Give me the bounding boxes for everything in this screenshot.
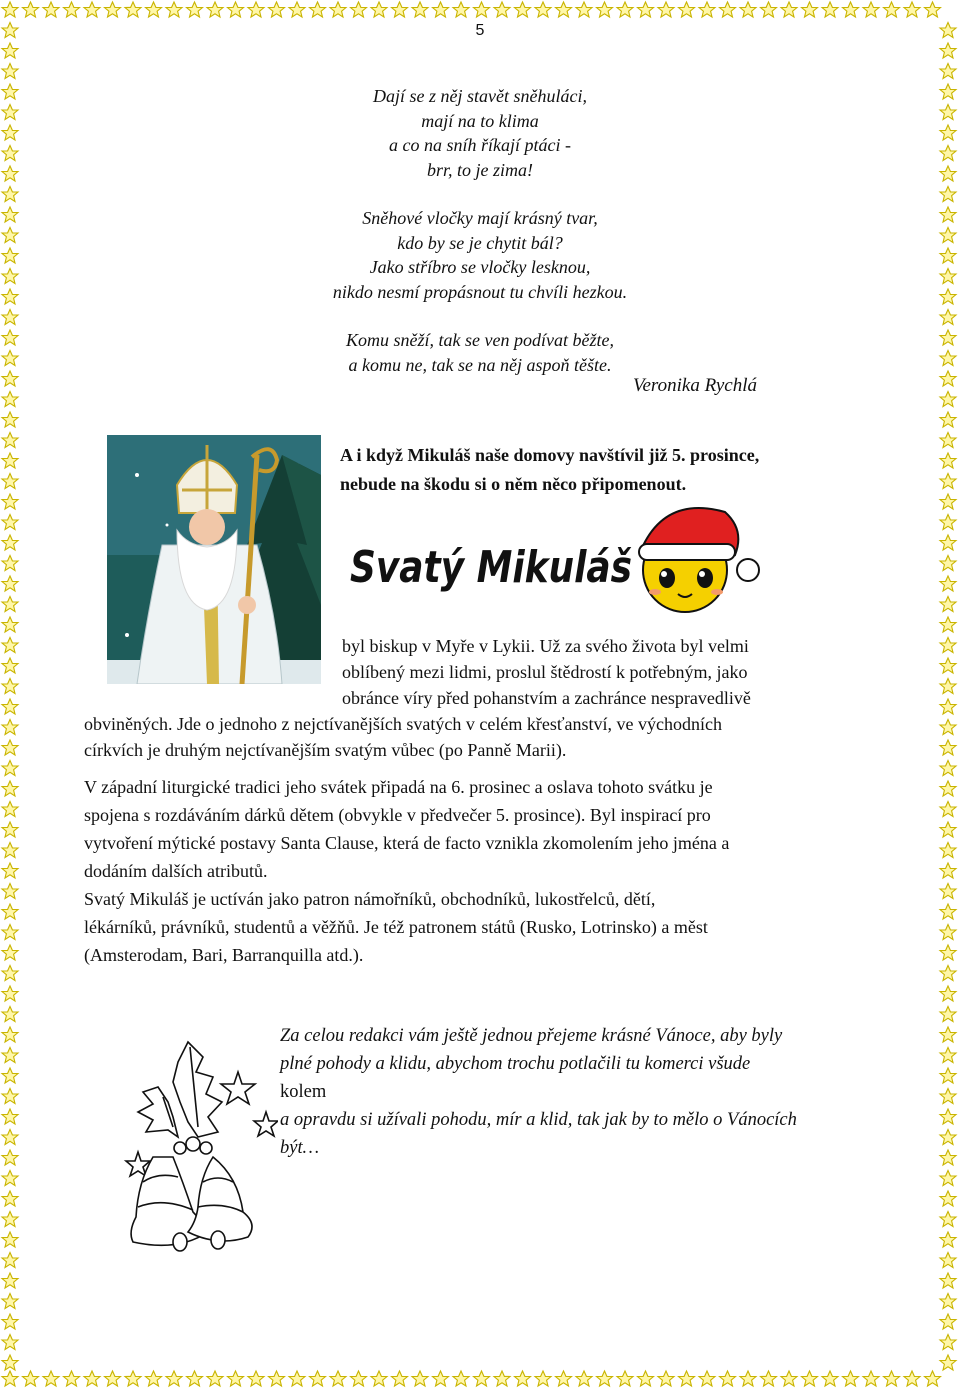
- greeting-line: být…: [280, 1138, 320, 1158]
- border-star-icon: [638, 2, 654, 17]
- article-line: vytvoření mýtické postavy Santa Clause, která de facto vznikla zkomolením jeho jména a: [84, 833, 730, 853]
- border-star-icon: [146, 1371, 162, 1386]
- article-line: byl biskup v Myře v Lykii. Už za svého života byl velmi: [342, 636, 749, 656]
- poem-line: Komu sněží, tak se ven podívat běžte,: [346, 330, 614, 350]
- border-star-icon: [433, 1371, 449, 1386]
- poem-line: a komu ne, tak se na něj aspoň těšte.: [348, 354, 612, 375]
- greeting-line: [280, 1050, 880, 1106]
- border-star-icon: [617, 2, 633, 17]
- border-star-icon: [2, 207, 18, 222]
- border-star-icon: [2, 248, 18, 263]
- border-star-icon: [2, 1294, 18, 1309]
- border-star-icon: [2, 1089, 18, 1104]
- border-star-icon: [2, 228, 18, 243]
- border-star-icon: [940, 43, 956, 58]
- border-star-icon: [2, 617, 18, 632]
- border-star-icon: [2, 1371, 18, 1386]
- border-star-icon: [515, 2, 531, 17]
- border-star-icon: [2, 1027, 18, 1042]
- border-star-icon: [105, 1371, 121, 1386]
- border-star-icon: [940, 576, 956, 591]
- border-star-icon: [761, 2, 777, 17]
- greeting-line: a opravdu si užívali pohodu, mír a klid, tak jak by to mělo o Vánocích: [280, 1110, 797, 1130]
- border-star-icon: [2, 1253, 18, 1268]
- border-star-icon: [904, 2, 920, 17]
- border-star-icon: [351, 2, 367, 17]
- border-star-icon: [940, 1294, 956, 1309]
- border-star-icon: [576, 2, 592, 17]
- article-line: Svatý Mikuláš je uctíván jako patron námořníků, obchodníků, lukostřelců, dětí,: [84, 889, 656, 909]
- border-star-icon: [125, 1371, 141, 1386]
- border-star-icon: [2, 1191, 18, 1206]
- border-star-icon: [2, 1068, 18, 1083]
- border-star-icon: [2, 1048, 18, 1063]
- border-star-icon: [330, 1371, 346, 1386]
- intro-line: A i když Mikuláš naše domovy navštívil již 5. prosince,: [340, 445, 760, 465]
- border-star-icon: [2, 679, 18, 694]
- border-star-icon: [2, 802, 18, 817]
- border-star-icon: [474, 2, 490, 17]
- border-star-icon: [2, 515, 18, 530]
- border-star-icon: [940, 945, 956, 960]
- border-star-icon: [940, 556, 956, 571]
- border-star-icon: [940, 638, 956, 653]
- border-star-icon: [940, 64, 956, 79]
- border-star-icon: [187, 2, 203, 17]
- border-star-icon: [679, 1371, 695, 1386]
- border-star-icon: [2, 1314, 18, 1329]
- poem-line: nikdo nesmí propásnout tu chvíli hezkou.: [332, 281, 628, 302]
- border-star-icon: [940, 1007, 956, 1022]
- border-star-icon: [392, 2, 408, 17]
- smiley-santa-icon: [639, 508, 759, 612]
- border-star-icon: [2, 494, 18, 509]
- border-star-icon: [940, 1171, 956, 1186]
- border-star-icon: [940, 166, 956, 181]
- article-line: církvích je druhým nejctívanějším svatým vůbec (po Panně Marii).: [84, 740, 567, 760]
- article-paragraph: [84, 773, 874, 885]
- border-star-icon: [940, 781, 956, 796]
- border-star-icon: [658, 1371, 674, 1386]
- border-star-icon: [940, 1212, 956, 1227]
- border-star-icon: [940, 1355, 956, 1370]
- border-star-icon: [2, 658, 18, 673]
- border-star-icon: [940, 392, 956, 407]
- border-star-icon: [2, 2, 18, 17]
- border-star-icon: [597, 2, 613, 17]
- border-star-icon: [2, 1355, 18, 1370]
- border-star-icon: [248, 2, 264, 17]
- border-star-icon: [940, 515, 956, 530]
- border-star-icon: [699, 2, 715, 17]
- border-star-icon: [822, 1371, 838, 1386]
- border-star-icon: [940, 1027, 956, 1042]
- greeting-text: [280, 1022, 880, 1162]
- border-star-icon: [2, 699, 18, 714]
- border-star-icon: [720, 2, 736, 17]
- border-star-icon: [474, 1371, 490, 1386]
- border-star-icon: [940, 597, 956, 612]
- poem-line: a co na sníh říkají ptáci -: [389, 135, 571, 155]
- border-star-icon: [884, 2, 900, 17]
- border-star-icon: [43, 1371, 59, 1386]
- border-star-icon: [617, 1371, 633, 1386]
- border-star-icon: [146, 2, 162, 17]
- border-star-icon: [940, 679, 956, 694]
- border-star-icon: [2, 822, 18, 837]
- article-line: spojena s rozdáváním dárků dětem (obvykle v předvečer 5. prosince). Byl inspirací pro: [84, 805, 711, 825]
- border-star-icon: [2, 453, 18, 468]
- border-star-icon: [940, 699, 956, 714]
- border-star-icon: [940, 1068, 956, 1083]
- border-star-icon: [207, 1371, 223, 1386]
- border-star-icon: [940, 330, 956, 345]
- border-star-icon: [494, 1371, 510, 1386]
- article-body: [84, 633, 874, 969]
- border-star-icon: [740, 1371, 756, 1386]
- border-star-icon: [940, 1273, 956, 1288]
- border-star-icon: [2, 289, 18, 304]
- border-star-icon: [392, 1371, 408, 1386]
- border-star-icon: [940, 761, 956, 776]
- border-star-icon: [940, 248, 956, 263]
- border-star-icon: [556, 2, 572, 17]
- border-star-icon: [940, 1335, 956, 1350]
- border-star-icon: [2, 1171, 18, 1186]
- border-star-icon: [940, 84, 956, 99]
- border-star-icon: [556, 1371, 572, 1386]
- article-line: obránce víry před pohanstvím a zachránce nespravedlivě: [342, 688, 751, 708]
- border-star-icon: [2, 474, 18, 489]
- greeting-line-regular: kolem: [280, 1082, 327, 1102]
- border-star-icon: [310, 1371, 326, 1386]
- border-star-icon: [269, 1371, 285, 1386]
- border-star-icon: [535, 2, 551, 17]
- border-star-icon: [2, 187, 18, 202]
- border-star-icon: [863, 2, 879, 17]
- title-art: [345, 500, 775, 615]
- border-star-icon: [515, 1371, 531, 1386]
- border-star-icon: [2, 761, 18, 776]
- border-star-icon: [940, 1253, 956, 1268]
- border-star-icon: [2, 43, 18, 58]
- poem: [260, 84, 700, 401]
- border-star-icon: [940, 617, 956, 632]
- border-star-icon: [940, 228, 956, 243]
- border-star-icon: [940, 412, 956, 427]
- border-star-icon: [2, 64, 18, 79]
- poem-line: kdo by se je chytit bál?: [397, 232, 563, 253]
- border-star-icon: [105, 2, 121, 17]
- border-star-icon: [638, 1371, 654, 1386]
- border-star-icon: [940, 1130, 956, 1145]
- border-star-icon: [802, 2, 818, 17]
- border-star-icon: [925, 2, 941, 17]
- border-star-icon: [2, 1109, 18, 1124]
- border-star-icon: [863, 1371, 879, 1386]
- article-paragraph: [84, 885, 874, 969]
- border-star-icon: [940, 187, 956, 202]
- border-star-icon: [940, 371, 956, 386]
- intro-text: [340, 441, 860, 499]
- border-star-icon: [940, 535, 956, 550]
- border-star-icon: [433, 2, 449, 17]
- border-star-icon: [2, 1150, 18, 1165]
- border-star-icon: [2, 781, 18, 796]
- border-star-icon: [940, 1191, 956, 1206]
- border-star-icon: [940, 269, 956, 284]
- border-star-icon: [330, 2, 346, 17]
- border-star-icon: [2, 1007, 18, 1022]
- border-star-icon: [940, 1150, 956, 1165]
- border-star-icon: [453, 1371, 469, 1386]
- article-paragraph: [84, 633, 874, 763]
- border-star-icon: [940, 125, 956, 140]
- border-star-icon: [904, 1371, 920, 1386]
- border-star-icon: [248, 1371, 264, 1386]
- border-star-icon: [940, 986, 956, 1001]
- border-star-icon: [940, 740, 956, 755]
- border-star-icon: [658, 2, 674, 17]
- article-line: dodáním dalších atributů.: [84, 861, 268, 881]
- border-star-icon: [2, 638, 18, 653]
- border-star-icon: [940, 1232, 956, 1247]
- border-star-icon: [2, 1212, 18, 1227]
- border-star-icon: [781, 2, 797, 17]
- border-star-icon: [187, 1371, 203, 1386]
- border-star-icon: [940, 884, 956, 899]
- border-star-icon: [720, 1371, 736, 1386]
- border-star-icon: [940, 23, 956, 38]
- border-star-icon: [351, 1371, 367, 1386]
- border-star-icon: [535, 1371, 551, 1386]
- poem-line: brr, to je zima!: [426, 159, 533, 180]
- border-star-icon: [2, 310, 18, 325]
- border-star-icon: [310, 2, 326, 17]
- border-star-icon: [822, 2, 838, 17]
- border-star-icon: [699, 1371, 715, 1386]
- border-star-icon: [453, 2, 469, 17]
- border-star-icon: [940, 207, 956, 222]
- border-star-icon: [2, 986, 18, 1001]
- border-star-icon: [2, 412, 18, 427]
- article-line: V západní liturgické tradici jeho svátek připadá na 6. prosinec a oslava tohoto svátku je: [84, 777, 713, 797]
- border-star-icon: [23, 1371, 39, 1386]
- border-star-icon: [2, 576, 18, 591]
- border-star-icon: [940, 474, 956, 489]
- border-star-icon: [166, 2, 182, 17]
- border-star-icon: [228, 1371, 244, 1386]
- border-star-icon: [207, 2, 223, 17]
- border-star-icon: [940, 863, 956, 878]
- border-star-icon: [125, 2, 141, 17]
- border-star-icon: [64, 1371, 80, 1386]
- border-star-icon: [43, 2, 59, 17]
- border-star-icon: [940, 494, 956, 509]
- poem-author: Veronika Rychlá: [633, 375, 757, 396]
- border-star-icon: [940, 433, 956, 448]
- poem-stanza: [260, 84, 700, 182]
- border-star-icon: [679, 2, 695, 17]
- border-star-icon: [940, 720, 956, 735]
- border-star-icon: [2, 843, 18, 858]
- border-star-icon: [940, 146, 956, 161]
- border-star-icon: [2, 330, 18, 345]
- greeting-line-italic: plné pohody a klidu, abychom trochu potlačili tu komerci všude: [280, 1054, 751, 1074]
- poem-line: Jako stříbro se vločky lesknou,: [369, 257, 591, 277]
- greeting-line: Za celou redakci vám ještě jednou přejeme krásné Vánoce, aby byly: [280, 1026, 783, 1046]
- border-star-icon: [494, 2, 510, 17]
- border-star-icon: [412, 2, 428, 17]
- christmas-bells-illustration: [118, 1032, 278, 1262]
- border-star-icon: [576, 1371, 592, 1386]
- border-star-icon: [23, 2, 39, 17]
- border-star-icon: [940, 843, 956, 858]
- border-star-icon: [2, 884, 18, 899]
- border-star-icon: [802, 1371, 818, 1386]
- border-star-icon: [2, 371, 18, 386]
- border-star-icon: [289, 1371, 305, 1386]
- border-star-icon: [843, 2, 859, 17]
- border-star-icon: [940, 289, 956, 304]
- border-star-icon: [940, 802, 956, 817]
- poem-line: Sněhové vločky mají krásný tvar,: [362, 208, 598, 228]
- border-star-icon: [940, 1109, 956, 1124]
- border-star-icon: [940, 658, 956, 673]
- border-star-icon: [843, 1371, 859, 1386]
- border-star-icon: [940, 1089, 956, 1104]
- border-star-icon: [761, 1371, 777, 1386]
- border-star-icon: [940, 925, 956, 940]
- article-line: oblíbený mezi lidmi, proslul štědrostí k potřebným, jako: [342, 662, 748, 682]
- border-star-icon: [925, 1371, 941, 1386]
- border-star-icon: [2, 535, 18, 550]
- article-line: obviněných. Jde o jednoho z nejctívanějších svatých v celém křesťanství, ve východních: [84, 714, 723, 734]
- border-star-icon: [940, 904, 956, 919]
- border-star-icon: [289, 2, 305, 17]
- border-star-icon: [2, 23, 18, 38]
- border-star-icon: [781, 1371, 797, 1386]
- title-art-text: Svatý Mikuláš: [350, 542, 632, 593]
- border-star-icon: [2, 166, 18, 181]
- border-star-icon: [2, 433, 18, 448]
- border-star-icon: [940, 351, 956, 366]
- border-star-icon: [940, 822, 956, 837]
- border-star-icon: [64, 2, 80, 17]
- border-star-icon: [940, 1314, 956, 1329]
- border-star-icon: [2, 740, 18, 755]
- border-star-icon: [228, 2, 244, 17]
- border-star-icon: [2, 84, 18, 99]
- poem-stanza: [260, 206, 700, 304]
- border-star-icon: [371, 1371, 387, 1386]
- poem-line: Dají se z něj stavět sněhuláci,: [373, 86, 587, 106]
- border-star-icon: [84, 1371, 100, 1386]
- border-star-icon: [2, 105, 18, 120]
- border-star-icon: [2, 904, 18, 919]
- border-star-icon: [2, 925, 18, 940]
- border-star-icon: [2, 125, 18, 140]
- border-star-icon: [940, 453, 956, 468]
- border-star-icon: [371, 2, 387, 17]
- border-star-icon: [2, 1273, 18, 1288]
- page-number: 5: [475, 22, 485, 39]
- border-star-icon: [740, 2, 756, 17]
- border-star-icon: [2, 1130, 18, 1145]
- border-star-icon: [2, 351, 18, 366]
- border-star-icon: [2, 1232, 18, 1247]
- border-star-icon: [2, 597, 18, 612]
- article-line: (Amsterodam, Bari, Barranquilla atd.).: [84, 945, 364, 965]
- intro-line: nebude na škodu si o něm něco připomenout.: [340, 474, 687, 494]
- border-star-icon: [2, 1335, 18, 1350]
- border-star-icon: [2, 966, 18, 981]
- border-star-icon: [2, 146, 18, 161]
- border-star-icon: [2, 945, 18, 960]
- border-star-icon: [940, 310, 956, 325]
- border-star-icon: [2, 863, 18, 878]
- border-star-icon: [2, 269, 18, 284]
- border-star-icon: [2, 392, 18, 407]
- border-star-icon: [940, 1048, 956, 1063]
- poem-stanza: [260, 328, 700, 377]
- poem-line: mají na to klima: [421, 110, 539, 131]
- border-star-icon: [2, 556, 18, 571]
- border-star-icon: [597, 1371, 613, 1386]
- border-star-icon: [884, 1371, 900, 1386]
- border-star-icon: [84, 2, 100, 17]
- article-line: lékárníků, právníků, studentů a věžňů. Je též patronem států (Rusko, Lotrinsko) a měst: [84, 917, 708, 937]
- border-star-icon: [940, 105, 956, 120]
- border-star-icon: [166, 1371, 182, 1386]
- border-star-icon: [269, 2, 285, 17]
- border-star-icon: [2, 720, 18, 735]
- border-star-icon: [940, 966, 956, 981]
- border-star-icon: [412, 1371, 428, 1386]
